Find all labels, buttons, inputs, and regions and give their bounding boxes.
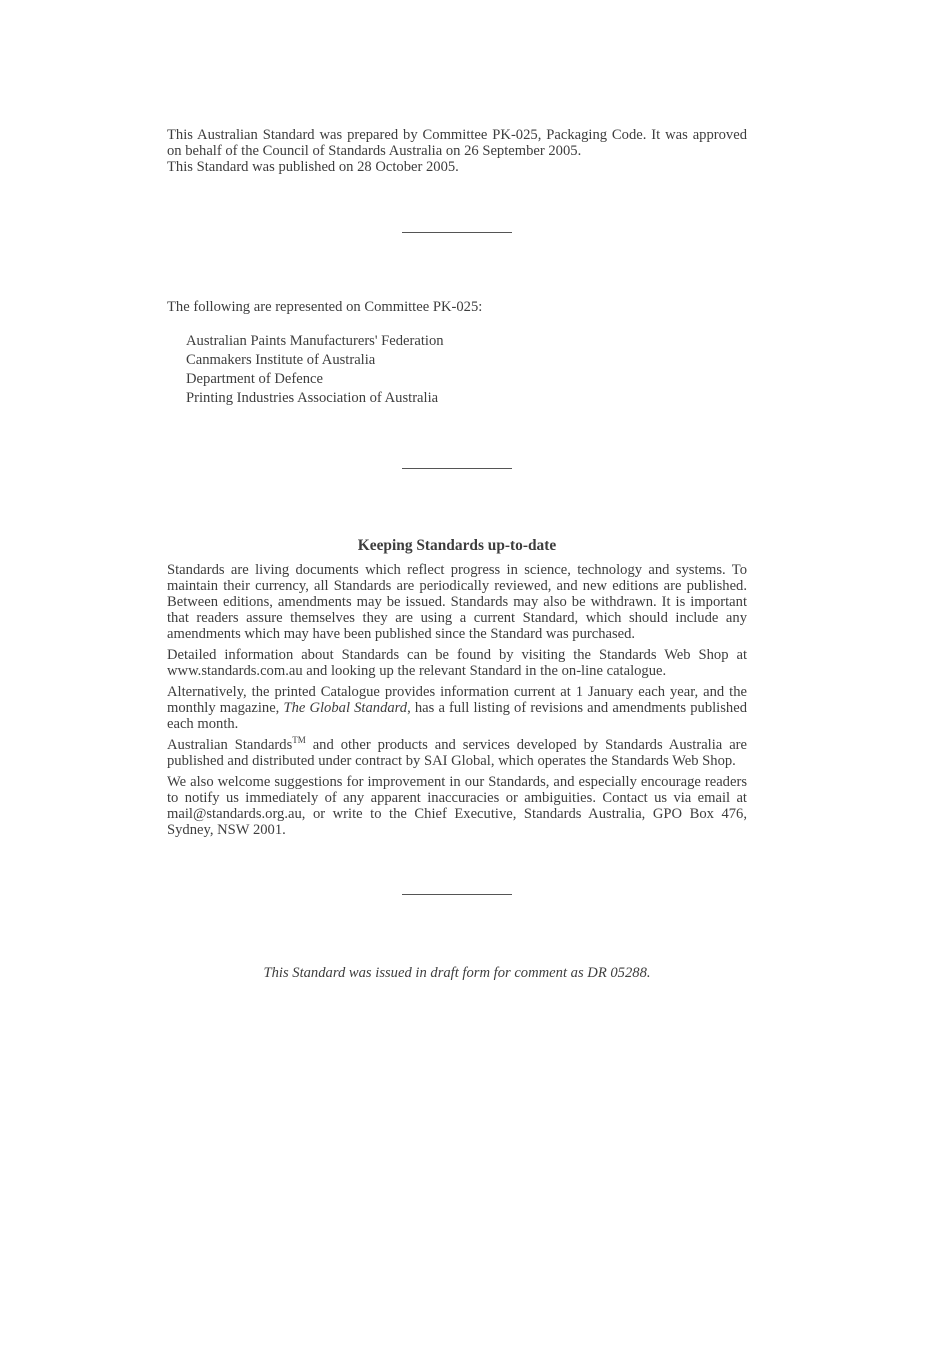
publication-paragraph: This Standard was published on 28 October 2005. bbox=[167, 159, 459, 175]
committee-lead: The following are represented on Committee PK-025: bbox=[167, 299, 483, 315]
draft-form-note: This Standard was issued in draft form for comment as DR 05288. bbox=[263, 965, 651, 981]
living-documents-paragraph: Standards are living documents which reflect progress in science, technology and systems. To maintain their currency, all Standards are periodically reviewed, and new editions are published. Between editions, amendments may be issued. Standards may also be withdrawn. It is important that readers assure themselves they are using a current Standard, which should include any amendments which may have been published since the Standard was purchased. bbox=[167, 562, 747, 642]
committee-member: Department of Defence bbox=[186, 371, 323, 387]
committee-members-list bbox=[167, 332, 747, 408]
section-divider-bottom bbox=[402, 894, 512, 895]
global-standard-magazine-title: The Global Standard bbox=[283, 700, 408, 716]
web-shop-paragraph: Detailed information about Standards can be found by visiting the Standards Web Shop at www.standards.com.au and looking up the relevant Standard in the on-line catalogue. bbox=[167, 647, 747, 679]
australian-standards-text: Australian Standards bbox=[167, 737, 293, 753]
sai-global-text-post: and other products and services developed by Standards Australia are published and distributed under contract by SAI Global, which operates the Standards Web Shop. bbox=[167, 737, 748, 769]
document-content-column bbox=[167, 127, 747, 981]
committee-member: Printing Industries Association of Australia bbox=[186, 390, 439, 406]
section-divider-top bbox=[402, 232, 512, 233]
catalogue-text-pre: Alternatively, the printed Catalogue provides information current at 1 January each year, and the monthly magazine, bbox=[167, 684, 747, 716]
preparation-paragraph: This Australian Standard was prepared by Committee PK-025, Packaging Code. It was approved on behalf of the Council of Standards Australia on 26 September 2005. bbox=[167, 127, 747, 159]
committee-member: Australian Paints Manufacturers' Federation bbox=[186, 333, 444, 349]
keeping-standards-heading: Keeping Standards up-to-date bbox=[357, 537, 557, 554]
suggestions-paragraph: We also welcome suggestions for improvement in our Standards, and especially encourage readers to notify us immediately of any apparent inaccuracies or ambiguities. Contact us via email at mail@standards.org.au, or write to the Chief Executive, Standards Australia, GPO Box 476, Sydney, NSW 2001. bbox=[167, 774, 747, 838]
sai-global-paragraph bbox=[167, 737, 747, 769]
section-divider-middle bbox=[402, 468, 512, 469]
catalogue-text-post: , has a full listing of revisions and amendments published each month. bbox=[167, 700, 747, 732]
trademark-superscript: TM bbox=[292, 735, 306, 746]
catalogue-paragraph bbox=[167, 684, 747, 732]
committee-member: Canmakers Institute of Australia bbox=[186, 352, 376, 368]
